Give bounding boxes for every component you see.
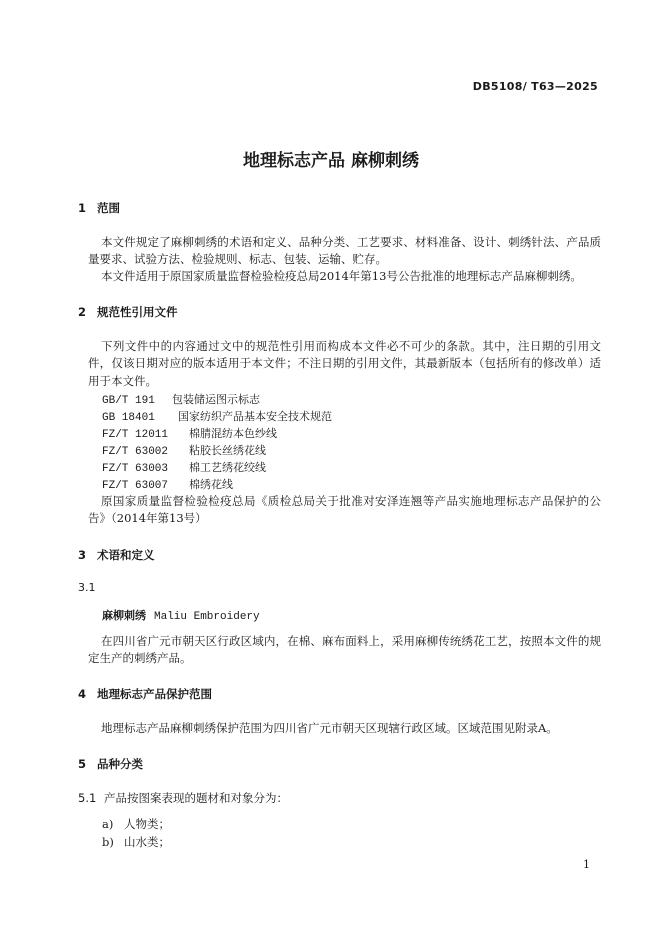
- section-number: 1: [78, 201, 87, 215]
- reference-title: 粘胶长丝绣花线: [189, 444, 266, 457]
- list-marker: b): [102, 835, 114, 849]
- reference-title: 包装储运图示标志: [172, 393, 260, 406]
- reference-title: 棉绣花线: [189, 478, 233, 491]
- section-number: 5: [78, 757, 87, 771]
- section-number: 3: [78, 548, 87, 562]
- reference-code: FZ/T 12011: [102, 429, 169, 441]
- reference-item: [102, 459, 266, 475]
- list-text: 人物类；: [124, 817, 170, 831]
- reference-title: 国家纺织产品基本安全技术规范: [178, 410, 332, 423]
- section-1-heading: [78, 200, 120, 216]
- reference-item: [102, 476, 233, 492]
- reference-item: [102, 425, 277, 441]
- reference-code: FZ/T 63003: [102, 463, 169, 475]
- clause-number: 5.1: [78, 791, 97, 805]
- reference-code: GB 18401: [102, 412, 155, 424]
- section-number: 2: [78, 305, 87, 319]
- list-text: 山水类；: [124, 835, 170, 849]
- section-title: 术语和定义: [97, 548, 155, 562]
- reference-title: 棉工艺绣花绞线: [189, 461, 266, 474]
- term-number: 3.1: [78, 581, 96, 594]
- section-number: 4: [78, 687, 87, 701]
- document-code: DB5108/ T63—2025: [472, 80, 598, 93]
- gaqsiq-notice-reference: 原国家质量监督检验检疫总局《质检总局关于批准对安泽连翘等产品实施地理标志产品保护的公告》（2014年第13号）: [88, 494, 601, 526]
- term-definition: 在四川省广元市朝天区行政区域内，在棉、麻布面料上，采用麻柳传统绣花工艺，按照本文件的规定生产的刺绣产品。: [88, 634, 601, 666]
- section-title: 地理标志产品保护范围: [97, 687, 212, 701]
- scope-paragraph-2: 本文件适用于原国家质量监督检验检疫总局2014年第13号公告批准的地理标志产品麻柳刺绣。: [101, 269, 582, 283]
- section-2-heading: [78, 304, 178, 320]
- scope-paragraph-1: 本文件规定了麻柳刺绣的术语和定义、品种分类、工艺要求、材料准备、设计、刺绣针法、产品质量要求、试验方法、检验规则、标志、包装、运输、贮存。: [88, 235, 601, 267]
- reference-item: [102, 391, 260, 407]
- term-name-cn: 麻柳刺绣: [102, 609, 146, 622]
- list-item: [102, 834, 170, 850]
- reference-code: GB/T 191: [102, 395, 155, 407]
- reference-item: [102, 442, 266, 458]
- section-title: 范围: [97, 201, 120, 215]
- clause-5-1: [78, 790, 288, 806]
- reference-title: 棉腈混纺本色纱线: [189, 427, 277, 440]
- term-entry: [102, 607, 260, 623]
- normative-references-intro: 下列文件中的内容通过文中的规范性引用而构成本文件必不可少的条款。其中，注日期的引用文件，仅该日期对应的版本适用于本文件；不注日期的引用文件，其最新版本（包括所有的修改单）适用于本文件。: [88, 339, 601, 388]
- section-3-heading: [78, 547, 155, 563]
- list-item: [102, 816, 170, 832]
- section-5-heading: [78, 756, 143, 772]
- section-4-heading: [78, 686, 212, 702]
- section-title: 规范性引用文件: [97, 305, 178, 319]
- reference-item: [102, 408, 332, 424]
- section-title: 品种分类: [97, 757, 143, 771]
- list-marker: a): [102, 817, 114, 831]
- clause-text: 产品按图案表现的题材和对象分为：: [104, 791, 288, 805]
- reference-code: FZ/T 63007: [102, 480, 169, 492]
- protection-scope-paragraph: 地理标志产品麻柳刺绣保护范围为四川省广元市朝天区现辖行政区域。区域范围见附录A。: [101, 721, 558, 735]
- term-name-en: Maliu Embroidery: [154, 611, 260, 623]
- page-number: 1: [583, 858, 590, 871]
- reference-code: FZ/T 63002: [102, 446, 169, 458]
- document-title: 地理标志产品 麻柳刺绣: [243, 151, 419, 171]
